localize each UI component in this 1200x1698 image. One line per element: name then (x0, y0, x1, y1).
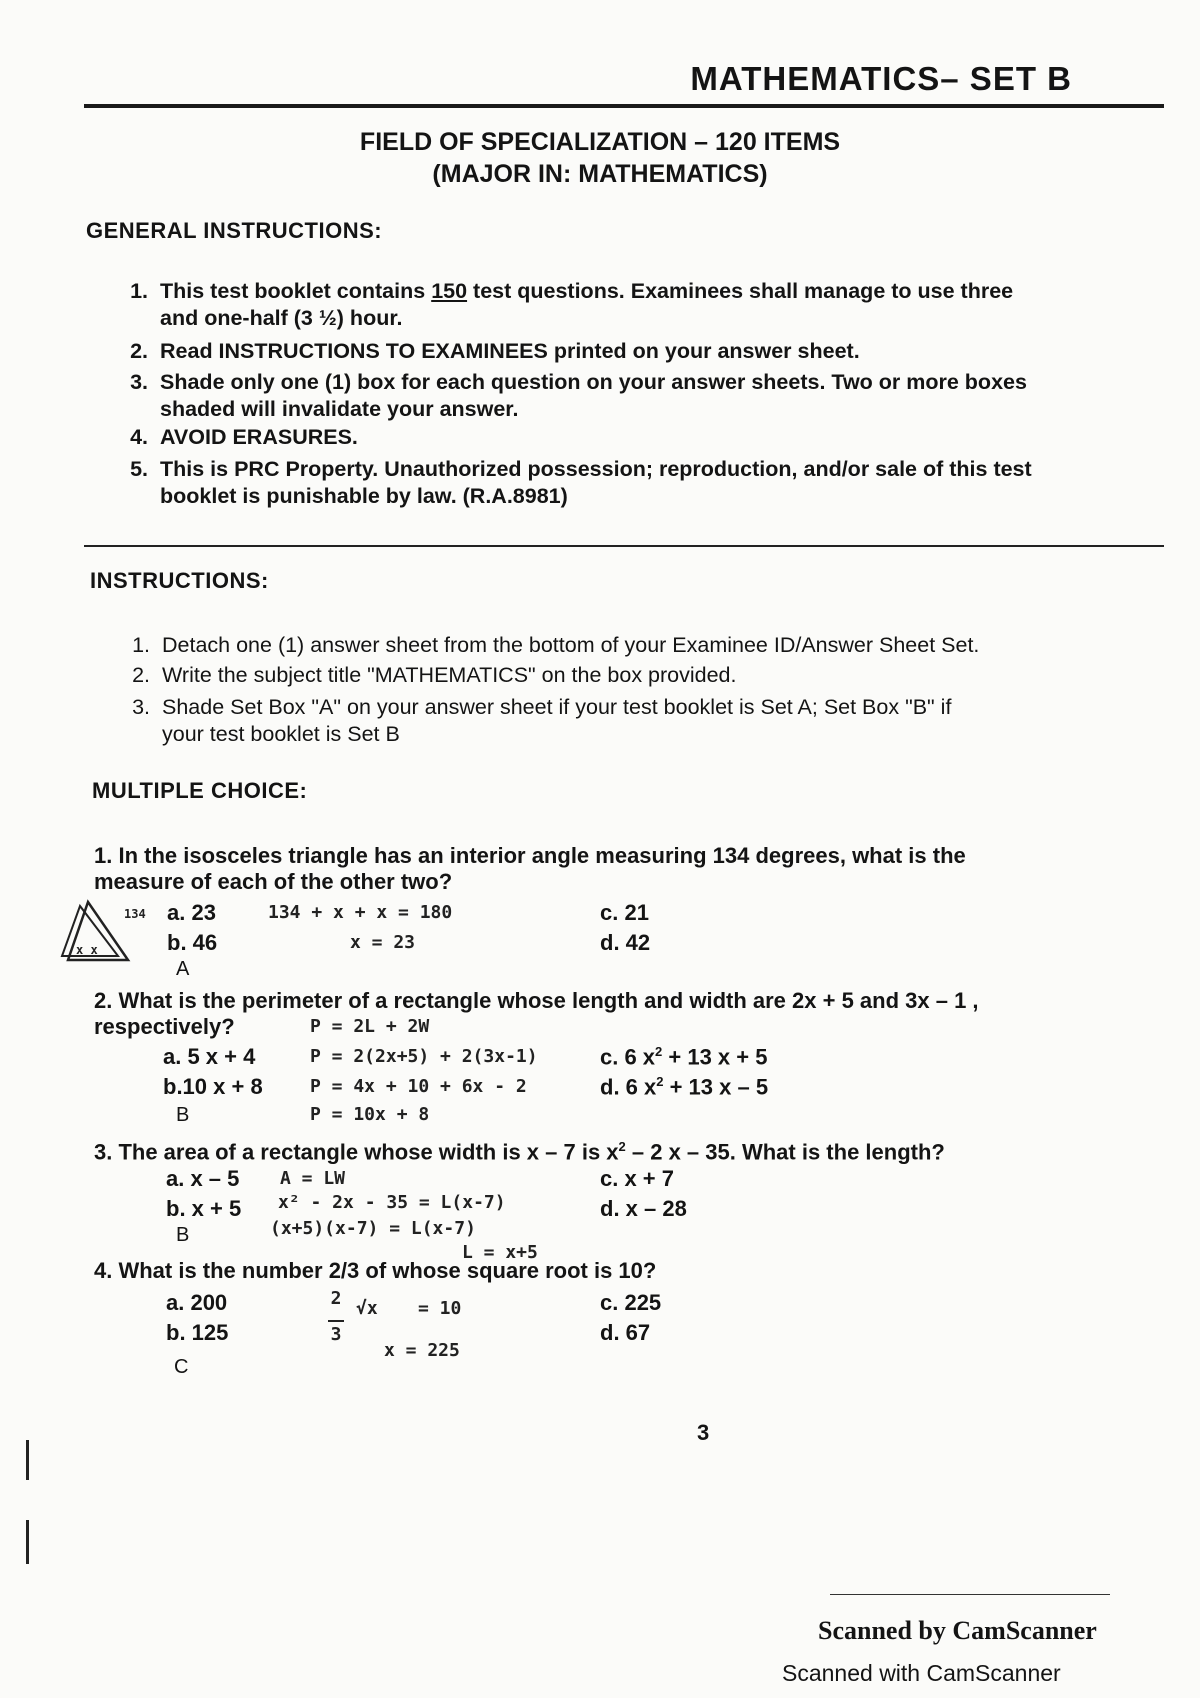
question-3-text: – 2 x – 35. What is the length? (625, 1139, 945, 1165)
question-3-stem (94, 1134, 945, 1165)
q2-option-c (600, 1044, 767, 1070)
general-item-number: 1. (130, 279, 148, 303)
q4-work-equation: = 10 (418, 1298, 462, 1319)
exponent: 2 (618, 1139, 626, 1154)
q4-work-sqrt: √x (356, 1298, 378, 1319)
q2-work-line-4: P = 10x + 8 (310, 1104, 430, 1125)
general-item-3 (112, 369, 1172, 423)
field-title: FIELD OF SPECIALIZATION – 120 ITEMS (359, 128, 841, 156)
instruction-item-number: 1. (132, 633, 150, 657)
question-4-stem: 4. What is the number 2/3 of whose square root is 10? (94, 1258, 657, 1283)
q2-handwritten-answer: B (176, 1104, 190, 1126)
field-subtitle: (MAJOR IN: MATHEMATICS) (432, 160, 768, 188)
triangle-xx-label: x x (76, 943, 98, 957)
q1-handwritten-answer: A (176, 958, 190, 980)
general-item-number: 5. (130, 457, 148, 481)
exponent: 2 (656, 1074, 664, 1089)
general-item-text: This is PRC Property. Unauthorized possession; reproduction, and/or sale of this test (160, 457, 1032, 481)
q3-option-d: d. x – 28 (600, 1196, 687, 1221)
q1-work-line-1: 134 + x + x = 180 (268, 902, 453, 923)
question-2-stem-cont: respectively? (94, 1014, 235, 1039)
instruction-item-text: Shade Set Box "A" on your answer sheet if your test booklet is Set A; Set Box "B" if (162, 695, 952, 719)
camscanner-caption: Scanned with CamScanner (782, 1660, 1061, 1686)
q1-option-b: b. 46 (167, 930, 218, 955)
scan-edge-mark (26, 1440, 29, 1480)
exponent: 2 (655, 1044, 663, 1059)
q2-work-line-3: P = 4x + 10 + 6x - 2 (310, 1076, 527, 1097)
q4-option-a: a. 200 (166, 1290, 228, 1315)
general-item-text: This test booklet contains (160, 279, 432, 303)
q3-option-a: a. x – 5 (166, 1166, 240, 1191)
q2-option-c-text: + 13 x + 5 (662, 1044, 768, 1070)
fraction-numerator: 2 (330, 1288, 342, 1309)
camscanner-watermark: Scanned by CamScanner (818, 1616, 1097, 1645)
instruction-item-number: 3. (132, 695, 150, 719)
q3-work-line-3: (x+5)(x-7) = L(x-7) (270, 1218, 476, 1239)
question-3-text: 3. The area of a rectangle whose width is x – 7 is x (94, 1139, 619, 1165)
section-divider (84, 545, 1164, 547)
question-1-stem-cont: measure of each of the other two? (94, 869, 453, 894)
instruction-item-number: 2. (132, 663, 150, 687)
general-item-text: Shade only one (1) box for each question on your answer sheets. Two or more boxes (160, 370, 1027, 394)
scan-edge-mark (26, 1520, 29, 1564)
instruction-item-3 (114, 694, 1174, 748)
q4-work-fraction (326, 1290, 346, 1344)
q4-work-result: x = 225 (384, 1340, 460, 1361)
general-instructions-heading: GENERAL INSTRUCTIONS: (86, 218, 383, 243)
general-item-text: AVOID ERASURES. (160, 425, 358, 449)
q1-option-c: c. 21 (600, 900, 649, 925)
general-item-1 (112, 278, 1172, 332)
general-item-number: 4. (130, 425, 148, 449)
q2-option-c-text: c. 6 x (600, 1044, 656, 1070)
q1-option-d: d. 42 (600, 930, 651, 955)
q3-option-b: b. x + 5 (166, 1196, 242, 1221)
triangle-sketch-icon (58, 896, 158, 968)
general-item-text: Read INSTRUCTIONS TO EXAMINEES printed on your answer sheet. (160, 339, 860, 363)
question-count: 150 (431, 279, 468, 303)
q3-handwritten-answer: B (176, 1224, 190, 1246)
instruction-item-text: Write the subject title "MATHEMATICS" on the box provided. (162, 663, 737, 687)
instruction-item-text: Detach one (1) answer sheet from the bottom of your Examinee ID/Answer Sheet Set. (162, 633, 980, 657)
general-item-text: test questions. Examinees shall manage to use three (467, 279, 1014, 303)
instruction-item-2 (114, 662, 1174, 689)
q3-work-line-1: A = LW (280, 1168, 346, 1189)
general-item-number: 2. (130, 339, 148, 363)
question-1-stem: 1. In the isosceles triangle has an interior angle measuring 134 degrees, what is the (94, 843, 966, 868)
instruction-item-text: your test booklet is Set B (162, 722, 400, 746)
q2-work-line-1: P = 2L + 2W (310, 1016, 430, 1037)
q2-option-a: a. 5 x + 4 (163, 1044, 256, 1069)
footer-rule (830, 1594, 1110, 1595)
fraction-denominator: 3 (330, 1324, 342, 1345)
instructions-heading: INSTRUCTIONS: (90, 568, 269, 593)
q4-option-b: b. 125 (166, 1320, 229, 1345)
header-rule (84, 104, 1164, 108)
q2-option-d-text: + 13 x – 5 (663, 1074, 769, 1100)
q3-work-line-4: L = x+5 (462, 1242, 538, 1263)
general-item-text: and one-half (3 ½) hour. (160, 306, 403, 330)
general-item-4 (112, 424, 1172, 451)
page-number: 3 (697, 1420, 710, 1445)
q3-option-c: c. x + 7 (600, 1166, 675, 1191)
general-item-text: shaded will invalidate your answer. (160, 397, 519, 421)
q2-option-d-text: d. 6 x (600, 1074, 657, 1100)
general-item-text: booklet is punishable by law. (R.A.8981) (160, 484, 568, 508)
general-item-2 (112, 338, 1172, 365)
fraction-bar (328, 1320, 344, 1322)
instruction-item-1 (114, 632, 1184, 659)
q4-handwritten-answer: C (174, 1356, 189, 1378)
question-2-stem: 2. What is the perimeter of a rectangle whose length and width are 2x + 5 and 3x – 1 , (94, 988, 979, 1013)
q4-option-d: d. 67 (600, 1320, 651, 1345)
q4-option-c: c. 225 (600, 1290, 662, 1315)
triangle-angle-label: 134 (124, 907, 146, 921)
q1-work-line-2: x = 23 (350, 932, 416, 953)
multiple-choice-heading: MULTIPLE CHOICE: (92, 778, 308, 803)
q2-option-d (600, 1074, 768, 1100)
general-item-5 (112, 456, 1172, 510)
q2-option-b: b.10 x + 8 (163, 1074, 263, 1099)
q3-work-line-2: x² - 2x - 35 = L(x-7) (278, 1192, 506, 1213)
q2-work-line-2: P = 2(2x+5) + 2(3x-1) (310, 1046, 538, 1067)
set-title: MATHEMATICS– SET B (690, 60, 1072, 97)
general-item-number: 3. (130, 370, 148, 394)
q1-option-a: a. 23 (167, 900, 216, 925)
